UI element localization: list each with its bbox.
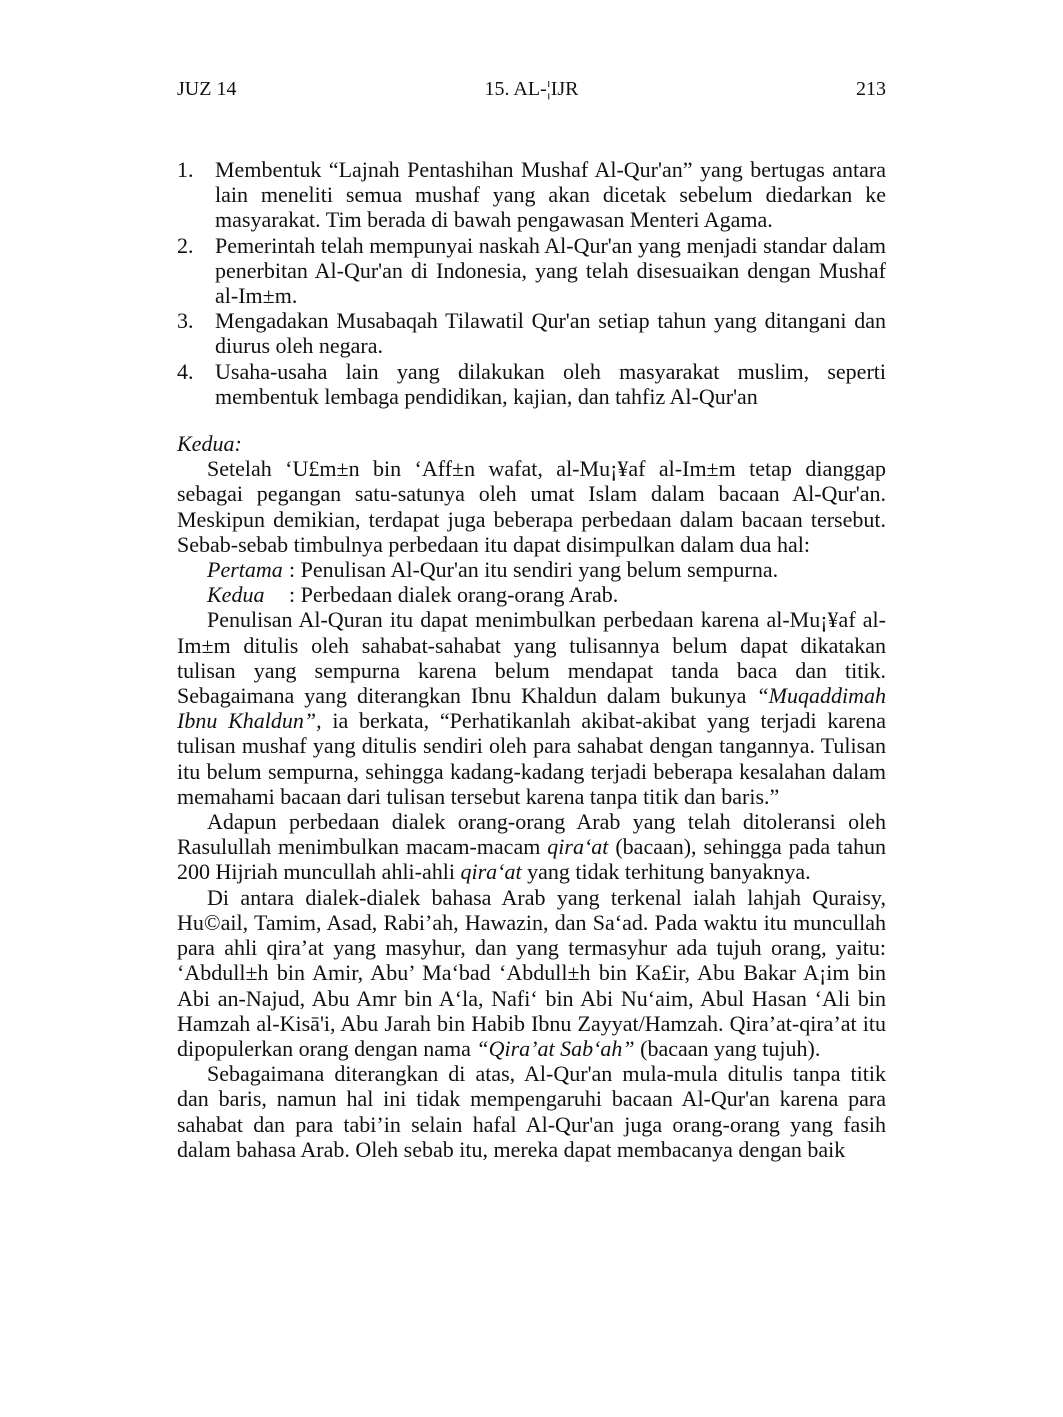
page [177, 0, 886, 1417]
paragraph [177, 607, 886, 809]
paragraph-text: , ia berkata, “Perhatikanlah akibat-akibat yang terjadi karena tulisan mushaf yang ditulis sendiri oleh para sahabat dengan tangannya. Tulisan itu belum sempurna, sehingga kadang-kadang terjadi beberapa kesalahan dalam memahami bacaan dari tulisan tersebut karena tanpa titik dan baris.” [177, 708, 886, 809]
page-body [177, 157, 886, 1162]
list-item [177, 233, 886, 309]
book-title: “Muqaddimah Ibnu Khaldun” [177, 683, 886, 734]
list-number: 2. [177, 232, 194, 258]
point-second [177, 582, 886, 607]
italic-term: qira‘at [460, 859, 522, 885]
point-label: Kedua [207, 582, 265, 608]
list-item [177, 359, 886, 409]
list-text: Mengadakan Musabaqah Tilawatil Qur'an setiap tahun yang ditangani dan diurus oleh negara. [215, 308, 886, 359]
paragraph-text: yang tidak terhitung banyaknya. [521, 859, 811, 885]
list-number: 3. [177, 308, 194, 334]
paragraph: Sebagaimana diterangkan di atas, Al-Qur'an mula-mula ditulis tanpa titik dan baris, namun hal ini tidak mempengaruhi bacaan Al-Qur'an karena para sahabat dan para tabi’in selain hafal Al-Qur'an juga orang-orang yang fasih dalam bahasa Arab. Oleh sebab itu, mereka dapat membacanya dengan baik [177, 1061, 886, 1162]
list-text: Membentuk “Lajnah Pentashihan Mushaf Al-Qur'an” yang bertugas antara lain meneliti semua mushaf yang akan dicetak sebelum diedarkan ke masyarakat. Tim berada di bawah pengawasan Menteri Agama. [215, 157, 886, 233]
section-title: Kedua: [177, 431, 242, 457]
list-text: Usaha-usaha lain yang dilakukan oleh masyarakat muslim, seperti membentuk lembaga pendidikan, kajian, dan tahfiz Al-Qur'an [215, 358, 886, 409]
list-item [177, 157, 886, 233]
list-number: 1. [177, 157, 194, 182]
page-header [177, 76, 886, 102]
paragraph: Setelah ‘U£m±n bin ‘Aff±n wafat, al-Mu¡¥af al-Im±m tetap dianggap sebagai pegangan satu-satunya oleh umat Islam dalam bacaan Al-Qur'an. Meskipun demikian, terdapat juga beberapa perbedaan dalam bacaan tersebut. Sebab-sebab timbulnya perbedaan itu dapat disimpulkan dalam dua hal: [177, 456, 886, 557]
paragraph-text: Penulisan Al-Quran itu dapat menimbulkan perbedaan karena al-Mu¡¥af al-Im±m ditulis oleh sahabat-sahabat yang tulisannya belum dapat dikatakan tulisan yang sempurna karena belum mendapat tanda baca dan titik. Sebagaimana yang diterangkan Ibnu Khaldun dalam bukunya [177, 607, 886, 709]
italic-term: qira‘at [547, 834, 609, 860]
numbered-list [177, 157, 886, 409]
italic-term: “Qira’at Sab‘ah” [476, 1035, 635, 1061]
list-text: Pemerintah telah mempunyai naskah Al-Qur'an yang menjadi standar dalam penerbitan Al-Qur'an di Indonesia, yang telah disesuaikan dengan Mushaf al-Im±m. [215, 232, 886, 309]
paragraph-text: (bacaan yang tujuh). [634, 1035, 821, 1061]
chapter-title: 15. AL-¦IJR [484, 78, 579, 100]
juz-label: JUZ 14 [177, 78, 237, 100]
point-text: : Perbedaan dialek orang-orang Arab. [289, 582, 619, 608]
point-label: Pertama [207, 557, 283, 583]
paragraph-text: Di antara dialek-dialek bahasa Arab yang terkenal ialah lahjah Quraisy, Hu©ail, Tamim, Asad, Rabi’ah, Hawazin, dan Sa‘ad. Pada waktu itu muncullah para ahli qira’at yang masyhur, dan yang termasyhur ada tujuh orang, yaitu: ‘Abdull±h bin Amir, Abu’ Ma‘bad ‘Abdull±h bin Ka£ir, Abu Bakar A¡im bin Abi an-Najud, Abu Amr bin A‘la, Nafi‘ bin Abi Nu‘aim, Abul Hasan ‘Ali bin Hamzah al-Kisā'i, Abu Jarah bin Habib Ibnu Zayyat/Hamzah. Qira’at-qira’at itu dipopulerkan orang dengan nama [177, 884, 886, 1061]
page-number: 213 [856, 78, 886, 100]
paragraph [177, 809, 886, 885]
paragraph [177, 885, 886, 1061]
point-first [177, 557, 886, 582]
list-item [177, 308, 886, 358]
list-number: 4. [177, 358, 194, 384]
point-text: : Penulisan Al-Qur'an itu sendiri yang belum sempurna. [289, 557, 779, 583]
paragraph-text: Adapun perbedaan dialek orang-orang Arab yang telah ditoleransi oleh Rasulullah menimbulkan macam-macam [177, 809, 886, 860]
paragraph-text: (bacaan), sehingga pada tahun 200 Hijriah muncullah ahli-ahli [177, 834, 886, 885]
